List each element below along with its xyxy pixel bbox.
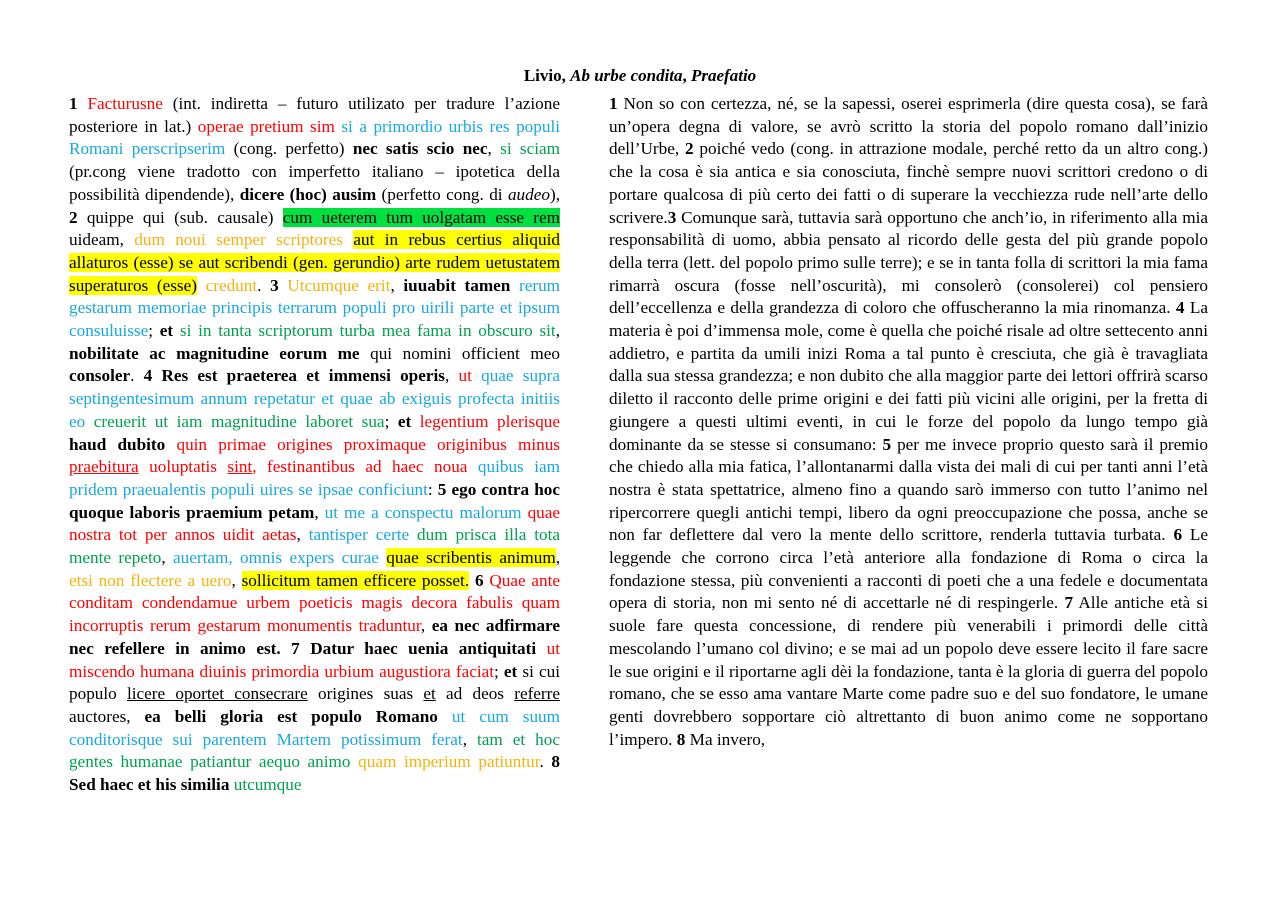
orange-text: Utcumque erit — [287, 275, 391, 295]
bold-text: 2 — [685, 139, 694, 159]
cyan-text: quae supra septingentesimum annum repetatur et quae ab exiguis profecta initiis eo — [69, 366, 561, 431]
yellow-highlight: quae scribentis animum — [386, 548, 556, 568]
orange-text: credunt — [205, 275, 258, 295]
orange-text: dum noui semper scriptores — [134, 230, 343, 250]
bold-text: 3 — [270, 275, 279, 295]
yellow-highlight: sollicitum tamen efficere posset. — [241, 570, 470, 590]
bold-text: 6 — [1173, 525, 1183, 545]
bold-text: 2 — [69, 207, 78, 227]
red-text: Facturusne — [87, 94, 163, 113]
cyan-text: ut cum suum conditorisque sui parentem Martem potissimum ferat — [69, 706, 561, 749]
italian-translation-column — [609, 93, 1208, 751]
bold-text: 4 Res est praeterea et immensi operis — [143, 366, 445, 386]
bold-text: 4 — [1175, 298, 1185, 318]
bold-text: 5 — [882, 434, 892, 454]
red-text: quae nostra tot per annos uidit aetas — [69, 502, 561, 545]
cyan-text: auertam, omnis expers curae — [173, 548, 379, 568]
italic-text: audeo — [507, 184, 550, 204]
red-underlined-text: praebitura — [69, 457, 139, 477]
latin-paragraph: 1 Facturusne (int. indiretta – futuro utilizato per tradure l’azione posteriore in lat.) operae pretium sim si a primordio urbis res populi Romani perscripserim (cong. perfetto) nec satis scio nec, si sciam (pr.cong viene tradotto con imperfetto italiano – ipotetica della possibilità dipendende), dicere (hoc) ausim (perfetto cong. di audeo), 2 quippe qui (sub. causale) cum ueterem tum uolgatam esse rem uideam, dum noui semper scriptores aut in rebus certius aliquid allaturos (esse) se aut scribendi (gen. gerundio) arte rudem uetustatem superaturos (esse) credunt. 3 Utcumque erit, iuuabit tamen rerum gestarum memoriae principis terrarum populi pro uirili parte et ipsum consuluisse; et si in tanta scriptorum turba mea fama in obscuro sit, nobilitate ac magnitudine eorum me qui nomini officient meo consoler. 4 Res est praeterea et immensi operis, ut quae supra septingentesimum annum repetatur et quae ab exiguis profecta initiis eo creuerit ut iam magnitudine laboret sua; et legentium plerisque haud dubito quin primae origines proximaque originibus minus praebitura uoluptatis sint, festinantibus ad haec noua quibus iam pridem praeualentis populi uires se ipsae conficiunt: 5 ego contra hoc quoque laboris praemium petam, ut me a conspectu malorum quae nostra tot per annos uidit aetas, tantisper certe dum prisca illa tota mente repeto, auertam, omnis expers curae quae scribentis animum, etsi non flectere a uero, sollicitum tamen efficere posset. 6 Quae ante conditam condendamue urbem poeticis magis decora fabulis quam incorruptis rerum gestarum monumentis traduntur, ea nec adfirmare nec refellere in animo est. 7 Datur haec uenia antiquitati ut miscendo humana diuinis primordia urbium augustiora faciat; et si cui populo licere oportet consecrare origines suas et ad deos referre auctores, ea belli gloria est populo Romano ut cum suum conditorisque sui parentem Martem potissimum ferat, tam et hoc gentes humanae patiantur aequo animo quam imperium patiuntur. 8 Sed haec et his similia utcumque — [69, 94, 561, 795]
title-section: Praefatio — [691, 66, 757, 85]
bold-text: 8 — [676, 729, 686, 749]
green-text: utcumque — [233, 775, 302, 795]
bold-text: 7 — [1064, 593, 1074, 613]
bold-text: dicere (hoc) ausim — [239, 184, 377, 204]
red-text: legentium plerisque — [419, 411, 561, 431]
italian-paragraph: 1 Non so con certezza, né, se la sapessi, oserei esprimerla (dire questa cosa), se farà un’opera degna di valore, se avrò scritto la storia del popolo romano dall’inizio dell’Urbe, 2 poiché vedo (cong. in attrazione modale, perché retto da un altro cong.) che la cosa è sia antica e sia conosciuta, finchè sempre nuovi scrittori credono o di portare qualcosa di più certo dei fatti o di superare la vecchiezza rude nell’arte dello scrivere.3 Comunque sarà, tuttavia sarà opportuno che anch’io, in riferimento alla mia responsabilità di uomo, abbia pensato al ricordo delle gesta del più grande popolo della terra (lett. del popolo primo sulle terre); e se in tanta folla di scrittori la mia fama rimarrà oscura (fosse nell’oscurità), mi consolerò (consolerei) col pensiero dell’eccellenza e della grandezza di coloro che offuscheranno la mia rinomanza. 4 La materia è poi d’immensa mole, come è quella che poiché risale ad oltre settecento anni addietro, e partita da umili inizi Roma a tal punto è cresciuta, che già è travagliata dalla sua stessa grandezza; e non dubito che alla maggior parte dei lettori offrirà scarso diletto il racconto delle prime origini e dei fatti più vicini alle origini, per la fretta di giungere a questi ultimi eventi, in cui le forze del popolo da lungo tempo già dominante da se stesse si consumano: 5 per me invece proprio questo sarà il premio che chiedo alla mia fatica, l’allontanarmi dalla vista dei mali di cui per tanti anni l’età nostra è stata spettatrice, almeno fino a quando sarò immerso con tutto l’animo nel ripercorrere quegli antichi tempi, libero da ogni preoccupazione che possa, anche se non far deflettere dal vero la mente dello scrittore, renderla tuttavia turbata. 6 Le leggende che corrono circa l’età anteriore alla fondazione di Roma o circa la fondazione stessa, più convenienti a racconti di poeti che a una fedele e documentata opera di storia, non mi sento né di accettarle né di respingerle. 7 Alle antiche età si suole fare questa concessione, di rendere più venerabili i primordi delle città mescolando l’umano col divino; e se mai ad un popolo deve essere lecito il fare sacre le sue origini e il riportarne agli dèi la fondazione, tanta è la gloria di guerra del popolo romano, che se esso ama vantare Marte come padre suo e del suo fondatore, le umane genti dovrebbero sopportare ciò altrettanto di buon animo come ne sopportano l’impero. 8 Ma invero, — [609, 94, 1208, 749]
green-text: creuerit ut iam magnitudine laboret sua — [93, 411, 385, 431]
green-text: si in tanta scriptorum turba mea fama in obscuro sit — [179, 321, 556, 341]
bold-text: consoler — [69, 366, 131, 386]
red-underlined-text: sint — [227, 457, 253, 477]
orange-text: etsi non flectere a uero — [69, 570, 232, 590]
bold-text: haud dubito — [69, 434, 166, 454]
bold-text: 8 Sed haec et his similia — [69, 752, 561, 795]
bold-text: 6 — [474, 570, 484, 590]
green-text: si sciam — [500, 139, 561, 159]
cyan-text: quibus iam pridem praeualentis populi uires se ipsae conficiunt — [69, 457, 560, 499]
bold-text: ea nec adfirmare nec refellere in animo est. 7 Datur haec uenia antiquitati — [69, 616, 560, 658]
bold-text: 5 ego contra hoc quoque laboris praemium petam — [69, 479, 560, 522]
red-text: ut — [458, 366, 472, 386]
orange-text: quam imperium patiuntur — [358, 752, 540, 772]
red-text: uoluptatis — [138, 457, 228, 477]
red-text: quin primae origines proximaque originibus minus — [176, 434, 560, 454]
title-author: Livio, — [523, 66, 566, 85]
bold-text: et — [397, 411, 412, 431]
bold-text: nobilitate ac magnitudine eorum me — [69, 343, 360, 363]
page-title — [0, 66, 1280, 86]
bold-text: 1 — [69, 94, 78, 113]
cyan-text: si a primordio urbis res populi Romani perscripserim — [69, 116, 560, 159]
red-text: Quae ante conditam condendamue urbem poeticis magis decora fabulis quam incorruptis rerum gestarum monumentis traduntur — [69, 570, 561, 636]
bold-text: 3 — [667, 207, 677, 227]
underlined-text: referre — [514, 684, 560, 704]
red-text: operae pretium sim — [197, 116, 335, 136]
title-work: Ab urbe condita — [570, 66, 683, 85]
cyan-text: tantisper certe — [308, 525, 410, 545]
latin-text-column — [69, 93, 560, 797]
red-text: ut miscendo humana diuinis primordia urbium augustiora faciat — [69, 638, 560, 681]
bold-text: nec satis scio nec — [352, 139, 488, 159]
bold-text: et — [159, 321, 174, 341]
bold-text: iuuabit tamen — [403, 275, 511, 295]
bold-text: 1 — [609, 94, 618, 113]
cyan-text: rerum gestarum memoriae principis terrarum populi pro uirili parte et ipsum consuluisse — [69, 275, 561, 341]
green-text: dum prisca illa tota mente repeto — [69, 525, 560, 568]
underlined-text: et — [423, 684, 436, 704]
underlined-text: licere oportet consecrare — [126, 684, 308, 704]
title-separator: , — [682, 66, 687, 85]
bold-text: ea belli gloria est populo Romano — [144, 706, 438, 726]
yellow-highlight: aut in rebus certius aliquid allaturos (esse) se aut scribendi (gen. gerundio) arte rudem uetustatem superaturos (esse) — [69, 230, 560, 295]
green-text: tam et hoc gentes humanae patiantur aequo animo — [69, 729, 561, 772]
cyan-text: ut me a conspectu malorum — [324, 502, 522, 522]
red-text: , festinantibus ad haec noua — [252, 457, 468, 477]
green-highlight: cum ueterem tum uolgatam esse rem — [282, 207, 560, 227]
bold-text: et — [503, 661, 518, 681]
